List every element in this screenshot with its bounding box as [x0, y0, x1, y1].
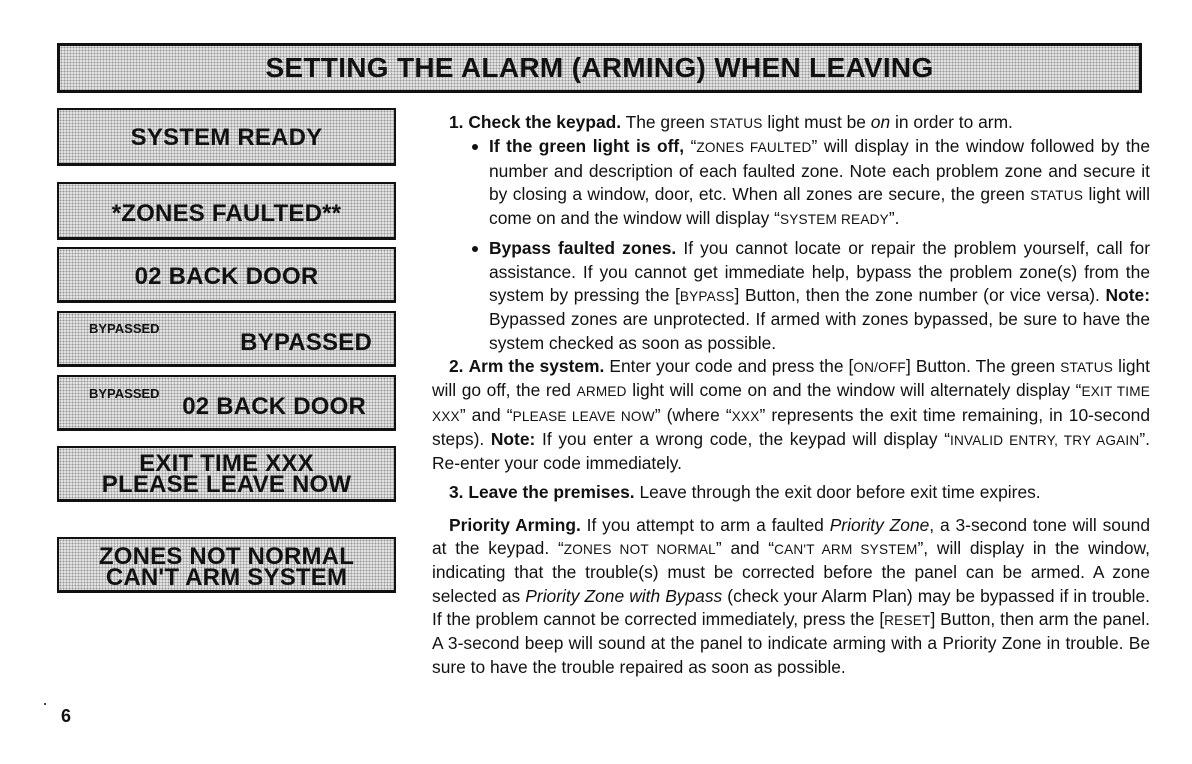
- text-run: ”, will display in the window, indicating that the trouble(s) must be corrected before the panel can be armed. A zone selected as: [432, 538, 1150, 606]
- display-line-1: ZONES NOT NORMAL: [98, 543, 355, 570]
- step-number: 2.: [449, 355, 464, 376]
- text-run: ] Button, then arm the panel. A 3-second beep will sound at the panel to indicate arming with a Priority Zone in trouble. Be sure to have the trouble repaired as soon as possible.: [432, 608, 1150, 677]
- page-number: 6: [61, 706, 72, 726]
- text-run: light will come on and the window will display “: [489, 183, 1150, 229]
- section-title: Priority Arming.: [449, 514, 581, 535]
- step-number: 3.: [449, 482, 464, 503]
- text-run: (check your Alarm Plan) may be bypassed if in trouble. If the problem cannot be corrected immediately, press the [: [432, 585, 1150, 629]
- text-run: “: [684, 136, 697, 157]
- keypad-term: STATUS: [709, 116, 763, 131]
- keypad-display-exit-time: [57, 446, 396, 502]
- text-run: Enter your code and press the [: [604, 355, 854, 376]
- keypad-display-back-door: [57, 247, 396, 303]
- bypassed-indicator: BYPASSED: [89, 386, 160, 401]
- display-text: *ZONES FAULTED**: [111, 200, 342, 227]
- display-text: SYSTEM READY: [130, 124, 323, 151]
- keypad-display-system-ready: [57, 108, 396, 166]
- step-title: Arm the system.: [468, 355, 605, 376]
- keypad-term: EXIT TIME XXX: [432, 384, 1150, 424]
- keypad-display-bypassed: [57, 311, 396, 367]
- bypassed-indicator: BYPASSED: [89, 321, 160, 336]
- text-run: If you attempt to arm a faulted: [580, 514, 830, 535]
- keypad-term: ARMED: [576, 384, 627, 400]
- instructions-body: [432, 111, 1150, 679]
- step-2-paragraph: [432, 355, 1150, 475]
- step-title: Check the keypad.: [468, 112, 622, 132]
- text-run: ” will display in the window followed by the number and description of each faulted zone. Note each problem zone and secure it by closing a window, door, etc. When all zones are secure, the green: [489, 136, 1151, 204]
- page-header-banner: [57, 43, 1142, 93]
- note-label: Note:: [1105, 285, 1150, 306]
- keypad-term: CAN'T ARM SYSTEM: [774, 542, 918, 558]
- bullet-title: If the green light is off,: [489, 136, 685, 157]
- display-line-2: CAN'T ARM SYSTEM: [105, 564, 348, 591]
- text-run: Leave through the exit door before exit time expires.: [634, 482, 1041, 503]
- bullet-green-light-off: [432, 135, 1150, 231]
- scan-speck: [44, 703, 46, 705]
- keypad-term: STATUS: [1030, 187, 1084, 203]
- text-run: ”.: [888, 208, 900, 229]
- text-run: in order to arm.: [890, 112, 1013, 132]
- step-number: 1.: [449, 112, 464, 132]
- bullet-bypass-faulted-zones: [432, 237, 1150, 354]
- display-line-2: PLEASE LEAVE NOW: [101, 471, 352, 498]
- bullet-title: Bypass faulted zones.: [489, 238, 677, 259]
- text-run: Bypassed zones are unprotected. If armed with zones bypassed, be sure to have the system checked as soon as possible.: [489, 309, 1150, 353]
- emphasis: on: [870, 112, 891, 132]
- text-run: If you enter a wrong code, the keypad will display “: [535, 428, 950, 449]
- display-text: 02 BACK DOOR: [134, 263, 319, 290]
- keypad-term: XXX: [731, 408, 760, 424]
- text-run: light must be: [762, 112, 871, 132]
- step-1-paragraph: [432, 111, 1150, 135]
- text-run: light will come on and the window will alternately display “: [626, 380, 1082, 401]
- text-run: , a 3-second tone will sound at the keypad. “: [432, 514, 1150, 559]
- text-run: ” and “: [459, 404, 513, 425]
- step-title: Leave the premises.: [468, 482, 635, 503]
- keypad-term: ZONES FAULTED: [696, 140, 812, 156]
- keypad-term: ON/OFF: [853, 359, 906, 375]
- keypad-display-zones-faulted: [57, 182, 396, 240]
- text-run: light will go off, the red: [432, 355, 1151, 401]
- priority-arming-paragraph: [432, 514, 1150, 679]
- keypad-term: SYSTEM READY: [779, 212, 889, 228]
- text-run: If you cannot locate or repair the problem yourself, call for assistance. If you cannot get immediate help, bypass the problem zone(s) from the system by pressing the [: [489, 238, 1151, 306]
- text-run: ] Button, then the zone number (or vice versa).: [734, 285, 1106, 306]
- keypad-term: PLEASE LEAVE NOW: [512, 408, 655, 424]
- page-title: SETTING THE ALARM (ARMING) WHEN LEAVING: [265, 52, 934, 83]
- display-line-1: EXIT TIME XXX: [139, 450, 314, 477]
- keypad-term: RESET: [884, 612, 931, 628]
- keypad-term: STATUS: [1060, 359, 1114, 375]
- bullet-dot: [472, 246, 478, 252]
- note-label: Note:: [490, 428, 536, 449]
- display-text: 02 BACK DOOR: [182, 393, 366, 420]
- text-run: ] Button. The green: [905, 355, 1061, 376]
- text-run: ” represents the exit time remaining, in 10-second steps).: [432, 404, 1150, 449]
- bullet-dot: [472, 144, 478, 150]
- emphasis: Priority Zone with Bypass: [525, 585, 723, 606]
- emphasis: Priority Zone: [829, 514, 930, 535]
- step-3-paragraph: [432, 481, 1150, 504]
- keypad-term: BYPASS: [679, 289, 735, 305]
- text-run: The green: [621, 112, 710, 132]
- keypad-display-zones-not-normal: [57, 537, 396, 593]
- text-run: ”. Re-enter your code immediately.: [432, 428, 1150, 474]
- display-text: BYPASSED: [240, 329, 372, 356]
- text-run: ” (where “: [654, 404, 732, 425]
- keypad-term: ZONES NOT NORMAL: [563, 542, 716, 558]
- keypad-term: INVALID ENTRY, TRY AGAIN: [949, 432, 1140, 448]
- text-run: ” and “: [715, 538, 775, 559]
- keypad-display-bypassed-back-door: [57, 375, 396, 431]
